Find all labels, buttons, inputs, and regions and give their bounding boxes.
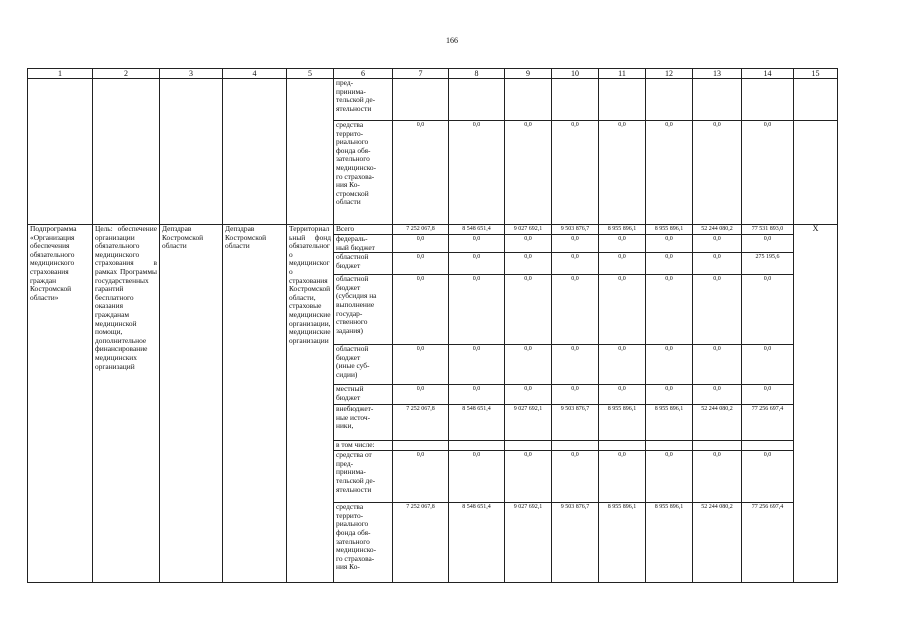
value-cell: 7 252 067,8 <box>393 405 449 441</box>
value-cell: 0,0 <box>599 253 646 275</box>
value-cell: 0,0 <box>505 385 552 405</box>
value-cell: 0,0 <box>393 275 449 345</box>
header-cell: 2 <box>93 69 160 79</box>
source-label: областной бюджет (иные суб- сидии) <box>334 345 393 385</box>
value-cell: 0,0 <box>505 451 552 503</box>
value-cell: 0,0 <box>552 235 599 253</box>
value-cell: 0,0 <box>599 345 646 385</box>
value-cell: 0,0 <box>449 253 505 275</box>
value-cell: 0,0 <box>552 275 599 345</box>
header-cell: 14 <box>742 69 794 79</box>
value-cell: 0,0 <box>599 275 646 345</box>
value-cell: 0,0 <box>449 385 505 405</box>
source-label: внебюджет- ные источ- ники, <box>334 405 393 441</box>
value-cell: 52 244 080,2 <box>693 405 742 441</box>
value-cell: 8 955 896,1 <box>599 405 646 441</box>
value-cell <box>646 79 693 121</box>
value-cell <box>552 441 599 451</box>
source-label: средства террито- риального фонда обя- зательного медицинско- го страхова- ния Ко- стромской области <box>334 121 393 225</box>
value-cell: 0,0 <box>742 235 794 253</box>
header-cell: 3 <box>160 69 223 79</box>
header-row <box>28 69 838 79</box>
value-cell: 0,0 <box>742 345 794 385</box>
program-goal-cell: Цель: обеспечение организации обязательного медицинского страхования в рамках Программы государственных гарантий бесплатного оказания гражданам медицинской помощи, дополнительное финансирование медицинских организаций <box>93 225 160 583</box>
value-cell: 8 955 896,1 <box>646 405 693 441</box>
value-cell: 275 195,6 <box>742 253 794 275</box>
header-cell: 12 <box>646 69 693 79</box>
source-label: в том числе: <box>334 441 393 451</box>
source-label: областной бюджет (субсидия на выполнение государ- ственного задания) <box>334 275 393 345</box>
value-cell: 0,0 <box>552 451 599 503</box>
value-cell: 0,0 <box>693 235 742 253</box>
value-cell <box>646 441 693 451</box>
value-cell: 9 027 692,1 <box>505 503 552 583</box>
empty-cell <box>223 79 287 225</box>
value-cell: 9 027 692,1 <box>505 405 552 441</box>
source-label: Всего <box>334 225 393 235</box>
value-cell: 0,0 <box>599 385 646 405</box>
value-cell: 0,0 <box>393 451 449 503</box>
x-mark-cell: X <box>794 225 838 583</box>
value-cell <box>599 79 646 121</box>
budget-table <box>27 68 838 583</box>
value-cell: 0,0 <box>742 121 794 225</box>
value-cell: 0,0 <box>505 253 552 275</box>
value-cell: 52 244 080,2 <box>693 503 742 583</box>
source-label: пред- принима- тельской де- ятельности <box>334 79 393 121</box>
source-label: федераль- ный бюджет <box>334 235 393 253</box>
value-cell <box>505 441 552 451</box>
value-cell: 0,0 <box>646 451 693 503</box>
value-cell: 0,0 <box>449 235 505 253</box>
empty-cell <box>28 79 93 225</box>
value-cell: 0,0 <box>599 235 646 253</box>
table-row <box>28 225 838 235</box>
value-cell: 0,0 <box>552 345 599 385</box>
empty-cell <box>794 121 838 225</box>
header-cell: 9 <box>505 69 552 79</box>
value-cell: 0,0 <box>646 121 693 225</box>
value-cell: 0,0 <box>393 235 449 253</box>
value-cell: 0,0 <box>693 451 742 503</box>
value-cell: 7 252 067,8 <box>393 503 449 583</box>
source-label: средства террито- риального фонда обя- зательного медицинско- го страхова- ния Ко- <box>334 503 393 583</box>
value-cell <box>693 79 742 121</box>
value-cell: 77 256 697,4 <box>742 503 794 583</box>
header-cell: 6 <box>334 69 393 79</box>
empty-cell <box>93 79 160 225</box>
value-cell: 0,0 <box>449 345 505 385</box>
value-cell <box>693 441 742 451</box>
value-cell: 0,0 <box>693 385 742 405</box>
value-cell: 0,0 <box>393 345 449 385</box>
header-cell: 11 <box>599 69 646 79</box>
value-cell: 0,0 <box>505 345 552 385</box>
source-label: средства от пред- принима- тельской де- ятельности <box>334 451 393 503</box>
program-name-cell: Подпрограмма «Организация обеспечения обязательного медицинского страхования граждан Костромской области» <box>28 225 93 583</box>
header-cell: 13 <box>693 69 742 79</box>
value-cell: 0,0 <box>552 121 599 225</box>
header-cell: 5 <box>287 69 334 79</box>
value-cell: 77 531 893,0 <box>742 225 794 235</box>
value-cell: 8 548 651,4 <box>449 225 505 235</box>
value-cell: 8 955 896,1 <box>646 503 693 583</box>
value-cell: 0,0 <box>693 253 742 275</box>
value-cell <box>599 441 646 451</box>
value-cell: 0,0 <box>646 385 693 405</box>
value-cell: 7 252 067,8 <box>393 225 449 235</box>
empty-cell <box>794 79 838 121</box>
value-cell: 8 548 651,4 <box>449 503 505 583</box>
header-cell: 10 <box>552 69 599 79</box>
responsible-cell: Депздрав Костромской области <box>160 225 223 583</box>
source-label: местный бюджет <box>334 385 393 405</box>
value-cell: 0,0 <box>393 121 449 225</box>
value-cell: 0,0 <box>742 385 794 405</box>
header-cell: 15 <box>794 69 838 79</box>
value-cell <box>742 441 794 451</box>
table-row <box>28 79 838 121</box>
value-cell: 0,0 <box>552 385 599 405</box>
value-cell: 8 955 896,1 <box>599 225 646 235</box>
value-cell: 0,0 <box>599 451 646 503</box>
empty-cell <box>160 79 223 225</box>
value-cell: 0,0 <box>449 121 505 225</box>
value-cell <box>393 441 449 451</box>
participants-cell: Территориальный фонд обязательного медицинского страхования Костромской области, страховые медицинские организации, медицинские организации <box>287 225 334 583</box>
value-cell: 9 503 876,7 <box>552 225 599 235</box>
value-cell: 0,0 <box>552 253 599 275</box>
value-cell: 0,0 <box>742 451 794 503</box>
value-cell <box>393 79 449 121</box>
value-cell <box>449 441 505 451</box>
value-cell: 0,0 <box>449 275 505 345</box>
value-cell: 0,0 <box>646 345 693 385</box>
value-cell: 8 955 896,1 <box>646 225 693 235</box>
header-cell: 7 <box>393 69 449 79</box>
value-cell: 0,0 <box>742 275 794 345</box>
header-cell: 1 <box>28 69 93 79</box>
value-cell: 0,0 <box>693 121 742 225</box>
header-cell: 8 <box>449 69 505 79</box>
value-cell: 0,0 <box>505 121 552 225</box>
value-cell: 0,0 <box>646 235 693 253</box>
value-cell: 9 503 876,7 <box>552 503 599 583</box>
value-cell: 0,0 <box>646 253 693 275</box>
value-cell <box>552 79 599 121</box>
value-cell: 8 548 651,4 <box>449 405 505 441</box>
value-cell <box>505 79 552 121</box>
coexecutor-cell: Депздрав Костромской области <box>223 225 287 583</box>
value-cell: 0,0 <box>505 275 552 345</box>
empty-cell <box>287 79 334 225</box>
value-cell: 0,0 <box>693 345 742 385</box>
value-cell: 0,0 <box>505 235 552 253</box>
value-cell: 52 244 080,2 <box>693 225 742 235</box>
value-cell: 77 256 697,4 <box>742 405 794 441</box>
value-cell: 0,0 <box>599 121 646 225</box>
value-cell <box>742 79 794 121</box>
value-cell: 9 027 692,1 <box>505 225 552 235</box>
source-label: областной бюджет <box>334 253 393 275</box>
table-body <box>28 69 838 583</box>
value-cell: 0,0 <box>393 253 449 275</box>
value-cell: 0,0 <box>646 275 693 345</box>
value-cell: 9 503 876,7 <box>552 405 599 441</box>
page-number: 166 <box>446 36 458 45</box>
value-cell: 8 955 896,1 <box>599 503 646 583</box>
value-cell: 0,0 <box>693 275 742 345</box>
value-cell: 0,0 <box>449 451 505 503</box>
header-cell: 4 <box>223 69 287 79</box>
value-cell <box>449 79 505 121</box>
value-cell: 0,0 <box>393 385 449 405</box>
